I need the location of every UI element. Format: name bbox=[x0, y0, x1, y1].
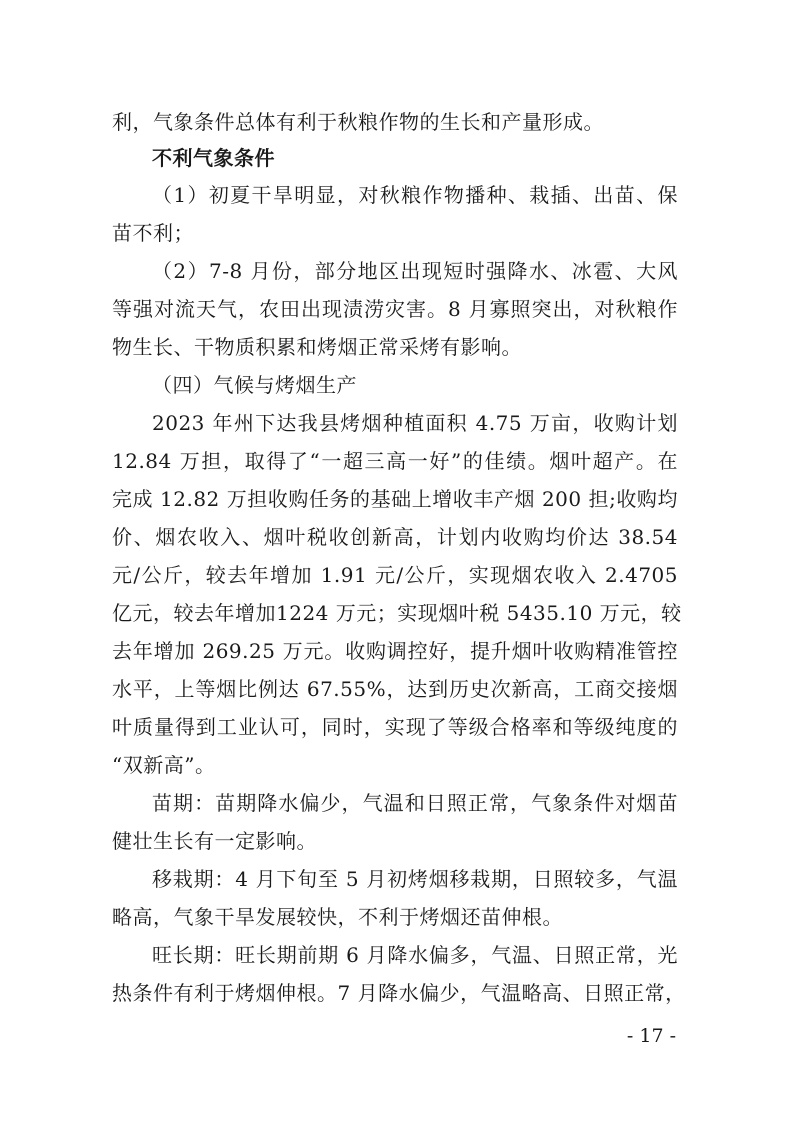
body-text-line: 健壮生长有一定影响。 bbox=[112, 829, 317, 853]
body-text-line: 价、烟农收入、烟叶税收创新高，计划内收购均价达 38.54 bbox=[112, 525, 678, 549]
section-heading-climate-tobacco: （四）气候与烤烟生产 bbox=[152, 373, 357, 397]
body-text-line: 完成 12.82 万担收购任务的基础上增收丰产烟 200 担;收购均 bbox=[112, 487, 678, 511]
body-text-line: 热条件有利于烤烟伸根。7 月降水偏少，气温略高、日照正常， bbox=[112, 981, 686, 1005]
body-text-line: 12.84 万担，取得了“一超三高一好”的佳绩。烟叶超产。在 bbox=[112, 449, 678, 473]
page-number: - 17 - bbox=[626, 1025, 676, 1047]
body-text-line: 移栽期：4 月下旬至 5 月初烤烟移栽期，日照较多，气温 bbox=[152, 867, 678, 891]
body-text-line: 2023 年州下达我县烤烟种植面积 4.75 万亩，收购计划 bbox=[152, 411, 678, 435]
body-text-line: 旺长期：旺长期前期 6 月降水偏多，气温、日照正常，光 bbox=[152, 943, 678, 967]
body-text-line: （1）初夏干旱明显，对秋粮作物播种、栽插、出苗、保 bbox=[152, 183, 678, 207]
body-text-line: 略高，气象干旱发展较快，不利于烤烟还苗伸根。 bbox=[112, 905, 563, 929]
body-text-line: （2）7-8 月份，部分地区出现短时强降水、冰雹、大风 bbox=[152, 259, 678, 283]
body-text-line: 叶质量得到工业认可，同时，实现了等级合格率和等级纯度的 bbox=[112, 715, 678, 739]
section-heading-unfavorable: 不利气象条件 bbox=[152, 146, 275, 170]
body-text-line: 元/公斤，较去年增加 1.91 元/公斤，实现烟农收入 2.4705 bbox=[112, 563, 678, 587]
body-text-line: 等强对流天气，农田出现渍涝灾害。8 月寡照突出，对秋粮作 bbox=[112, 297, 678, 321]
body-text-line: 去年增加 269.25 万元。收购调控好，提升烟叶收购精准管控 bbox=[112, 639, 678, 663]
body-text-line: 物生长、干物质积累和烤烟正常采烤有影响。 bbox=[112, 335, 522, 359]
body-text-line: 苗期：苗期降水偏少，气温和日照正常，气象条件对烟苗 bbox=[152, 791, 678, 815]
body-text-line: 苗不利； bbox=[112, 221, 194, 245]
body-text-line: 亿元，较去年增加1224 万元；实现烟叶税 5435.10 万元，较 bbox=[112, 601, 682, 625]
body-text-line: 利，气象条件总体有利于秋粮作物的生长和产量形成。 bbox=[112, 110, 604, 134]
body-text-line: “双新高”。 bbox=[112, 753, 216, 777]
body-text-line: 水平，上等烟比例达 67.55%，达到历史次新高，工商交接烟 bbox=[112, 677, 678, 701]
